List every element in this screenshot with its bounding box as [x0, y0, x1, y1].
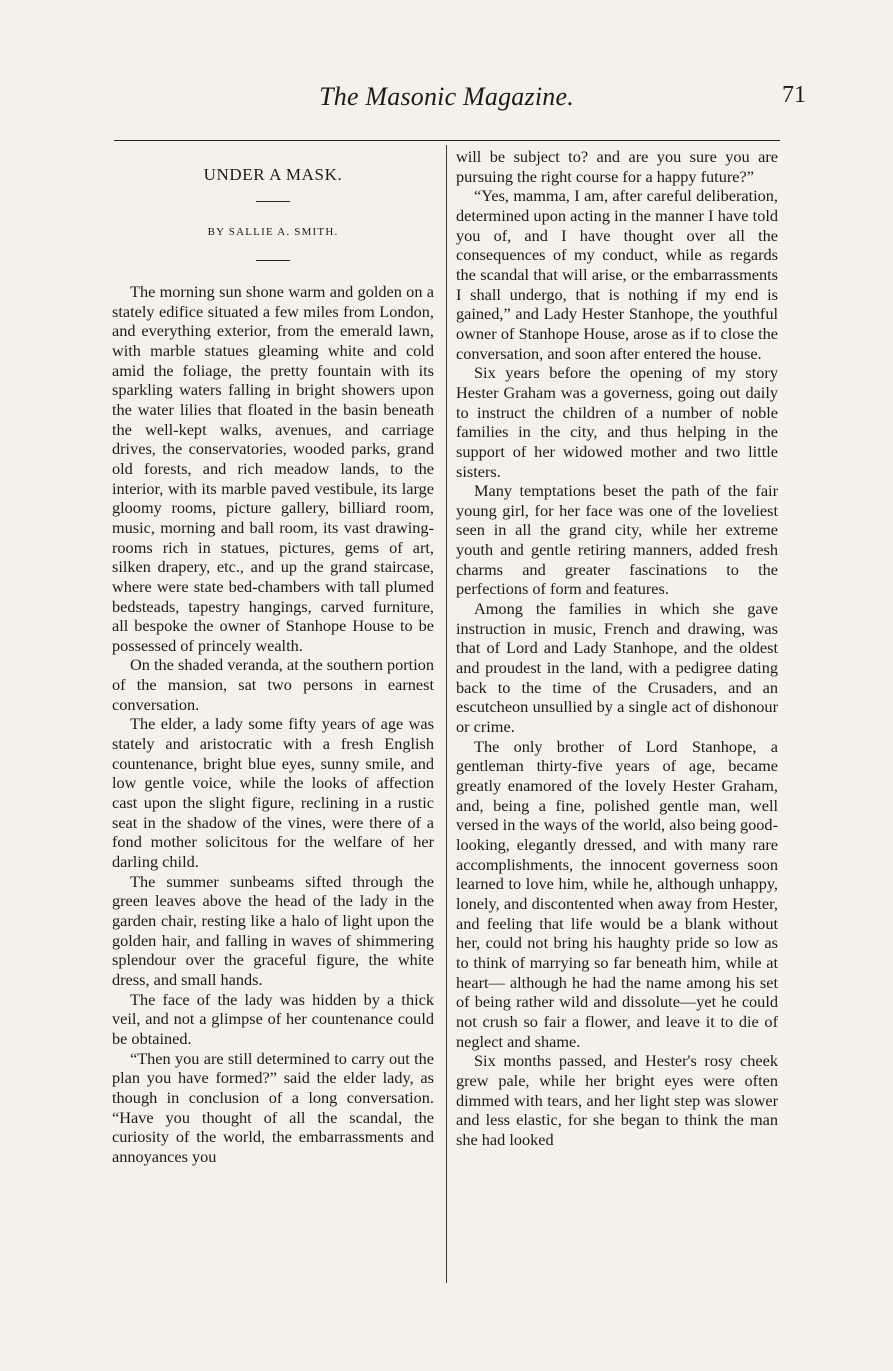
paragraph: On the shaded veranda, at the southern portion of the mansion, sat two persons in earnest conversation.	[112, 655, 434, 714]
page-number: 71	[782, 82, 806, 108]
header-rule	[114, 140, 780, 141]
paragraph: Many temptations beset the path of the fair young girl, for her face was one of the loveliest seen in all the grand city, while her extreme youth and gentle retiring manners, added fresh charms and greater fascinations to the perfections of form and features.	[456, 481, 778, 599]
paragraph: The summer sunbeams sifted through the green leaves above the head of the lady in the garden chair, resting like a halo of light upon the golden hair, and falling in waves of shimmering splendour over the graceful figure, the white dress, and small hands.	[112, 871, 434, 989]
paragraph: Among the families in which she gave instruction in music, French and drawing, was that of Lord and Lady Stanhope, and the oldest and proudest in the land, with a pedigree dating back to the time of the Crusaders, and an escutcheon unsullied by a single act of dishonour or crime.	[456, 599, 778, 737]
paragraph: The elder, a lady some fifty years of age was stately and aristocratic with a fresh English countenance, bright blue eyes, sunny smile, and low gentle voice, while the looks of affection cast upon the slight figure, reclining in a rustic seat in the shadow of the vines, were there of a fond mother solicitous for the welfare of her darling child.	[112, 714, 434, 872]
paragraph-continued: will be subject to? and are you sure you are pursuing the right course for a happy future?”	[456, 147, 778, 186]
paragraph: “Then you are still determined to carry out the plan you have formed?” said the elder lady, as though in conclusion of a long conversation. “Have you thought of all the scandal, the curiosity of the world, the embarrassments and annoyances you	[112, 1048, 434, 1166]
article-title: UNDER A MASK.	[203, 165, 343, 184]
paragraph: Six years before the opening of my story Hester Graham was a governess, going out daily to instruct the children of a number of noble families in the city, and thus helping in the support of her widowed mother and two little sisters.	[456, 363, 778, 481]
column-divider	[446, 145, 447, 1283]
title-rule	[256, 201, 290, 202]
byline: BY SALLIE A. SMITH.	[207, 226, 339, 238]
paragraph: The face of the lady was hidden by a thick veil, and not a glimpse of her countenance could be obtained.	[112, 989, 434, 1048]
running-title: The Masonic Magazine.	[319, 82, 574, 111]
left-column	[112, 148, 434, 1167]
paragraph: Six months passed, and Hester's rosy cheek grew pale, while her bright eyes were often dimmed with tears, and her light step was slower and less elastic, for she began to think the man she had looked	[456, 1051, 778, 1149]
right-column	[456, 147, 778, 1149]
left-column-body	[112, 282, 434, 1167]
page-header	[0, 82, 893, 122]
paragraph: “Yes, mamma, I am, after careful deliberation, determined upon acting in the manner I have told you of, and I have thought over all the consequences of my conduct, while as regards the scandal that will arise, or the embarrassments I shall undergo, that is nothing if my end is gained,” and Lady Hester Stanhope, the youthful owner of Stanhope House, arose as if to close the conversation, and soon after entered the house.	[456, 186, 778, 363]
paragraph: The morning sun shone warm and golden on a stately edifice situated a few miles from London, and everything exterior, from the emerald lawn, with marble statues gleaming white and cold amid the foliage, the pretty fountain with its sparkling waters falling in bright showers upon the water lilies that floated in the basin beneath the well-kept walks, avenues, and carriage drives, the conservatories, wooded parks, grand old forests, and rich meadow lands, to the interior, with its marble paved vestibule, its large gloomy rooms, picture gallery, billiard room, music, morning and ball room, its vast drawing-rooms rich in statues, pictures, gems of art, silken drapery, etc., and up the grand staircase, where were state bed-chambers with tall plumed bedsteads, tapestry hangings, carved furniture, all bespoke the owner of Stanhope House to be possessed of princely wealth.	[112, 282, 434, 655]
byline-rule	[256, 260, 290, 261]
paragraph: The only brother of Lord Stanhope, a gentleman thirty-five years of age, became greatly enamored of the lovely Hester Graham, and, being a fine, polished gentle man, well versed in the ways of the world, also being good-looking, elegantly dressed, and with many rare accomplishments, the innocent governess soon learned to love him, while he, although unhappy, lonely, and discontented when away from Hester, and feeling that life would be a blank without her, could not bring his haughty pride so low as to think of marrying so far beneath him, while at heart— although he had the name among his set of being rather wild and dissolute—yet he could not crush so fair a flower, and leave it to die of neglect and shame.	[456, 736, 778, 1051]
